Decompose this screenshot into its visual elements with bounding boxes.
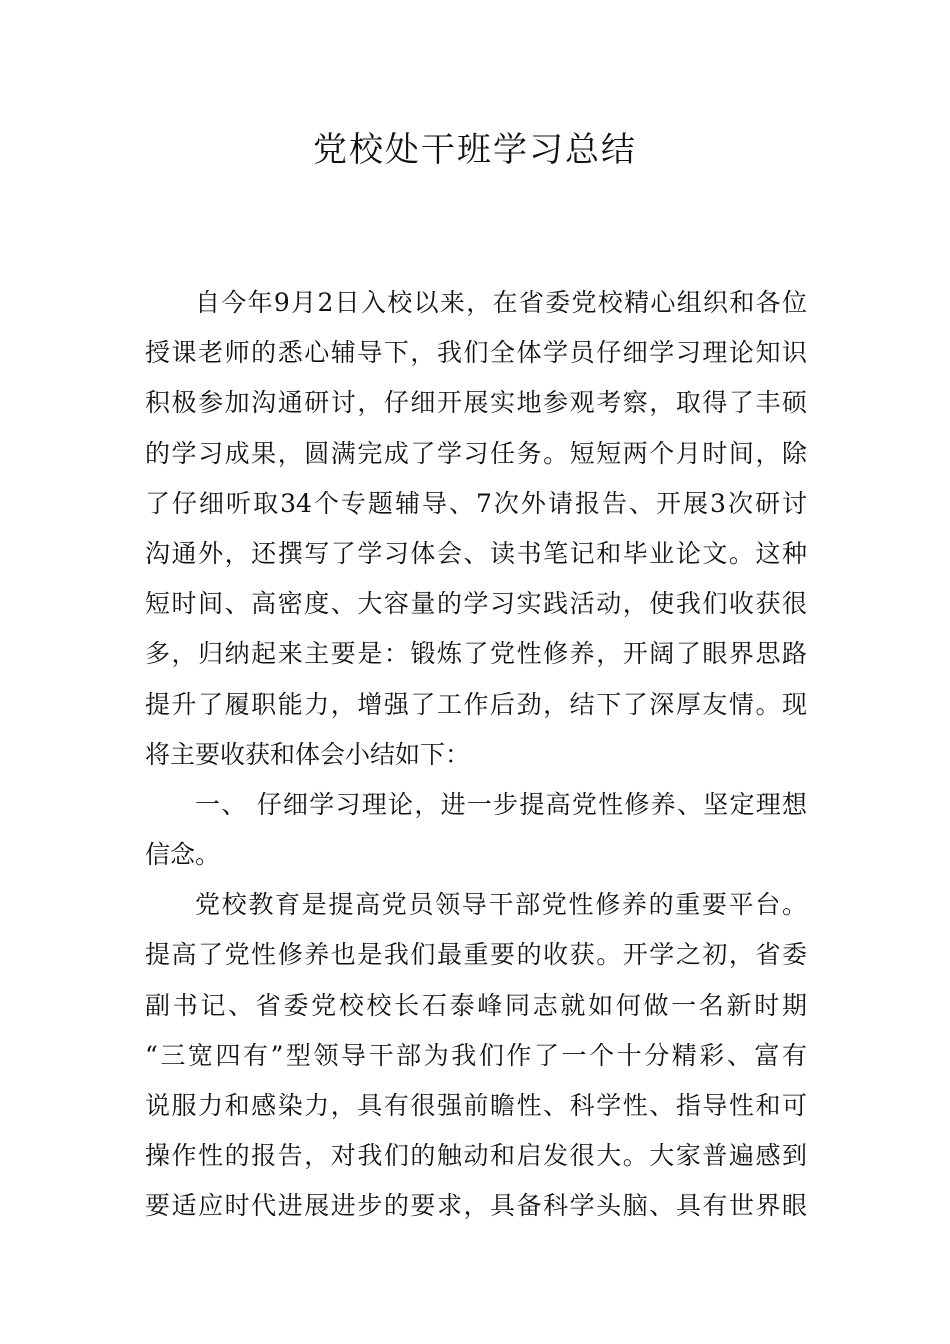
text-line: 要适应时代进展进步的要求，具备科学头脑、具有世界眼 — [145, 1191, 807, 1221]
text-line: 提升了履职能力，增强了工作后劲，结下了深厚友情。现 — [145, 689, 807, 719]
text-line: 授课老师的悉心辅导下，我们全体学员仔细学习理论知识 — [145, 338, 807, 368]
text-line: 了仔细听取34个专题辅导、7次外请报告、开展3次研讨 — [145, 488, 807, 518]
text-line: 提高了党性修养也是我们最重要的收获。开学之初，省委 — [145, 940, 807, 970]
section-heading-line: 信念。 — [145, 840, 221, 870]
text-line: 沟通外，还撰写了学习体会、读书笔记和毕业论文。这种 — [145, 538, 807, 568]
text-line: 的学习成果，圆满完成了学习任务。短短两个月时间，除 — [145, 438, 807, 468]
document-body — [145, 278, 807, 1232]
document-title: 党校处干班学习总结 — [313, 130, 637, 170]
text-line: 多，归纳起来主要是：锻炼了党性修养，开阔了眼界思路 — [145, 639, 807, 669]
text-line: “三宽四有”型领导干部为我们作了一个十分精彩、富有 — [145, 1040, 807, 1070]
text-line: 说服力和感染力，具有很强前瞻性、科学性、指导性和可 — [145, 1091, 807, 1120]
text-line: 党校教育是提高党员领导干部党性修养的重要平台。 — [195, 890, 807, 920]
text-line: 自今年9月2日入校以来，在省委党校精心组织和各位 — [195, 288, 807, 317]
text-line: 积极参加沟通研讨，仔细开展实地参观考察，取得了丰硕 — [145, 388, 807, 418]
section-heading-line: 一、 仔细学习理论，进一步提高党性修养、坚定理想 — [195, 789, 807, 819]
text-line: 将主要收获和体会小结如下： — [145, 739, 471, 769]
text-line: 短时间、高密度、大容量的学习实践活动，使我们收获很 — [145, 589, 807, 619]
text-line: 操作性的报告，对我们的触动和启发很大。大家普遍感到 — [145, 1141, 807, 1171]
text-line: 副书记、省委党校校长石泰峰同志就如何做一名新时期 — [145, 990, 807, 1020]
